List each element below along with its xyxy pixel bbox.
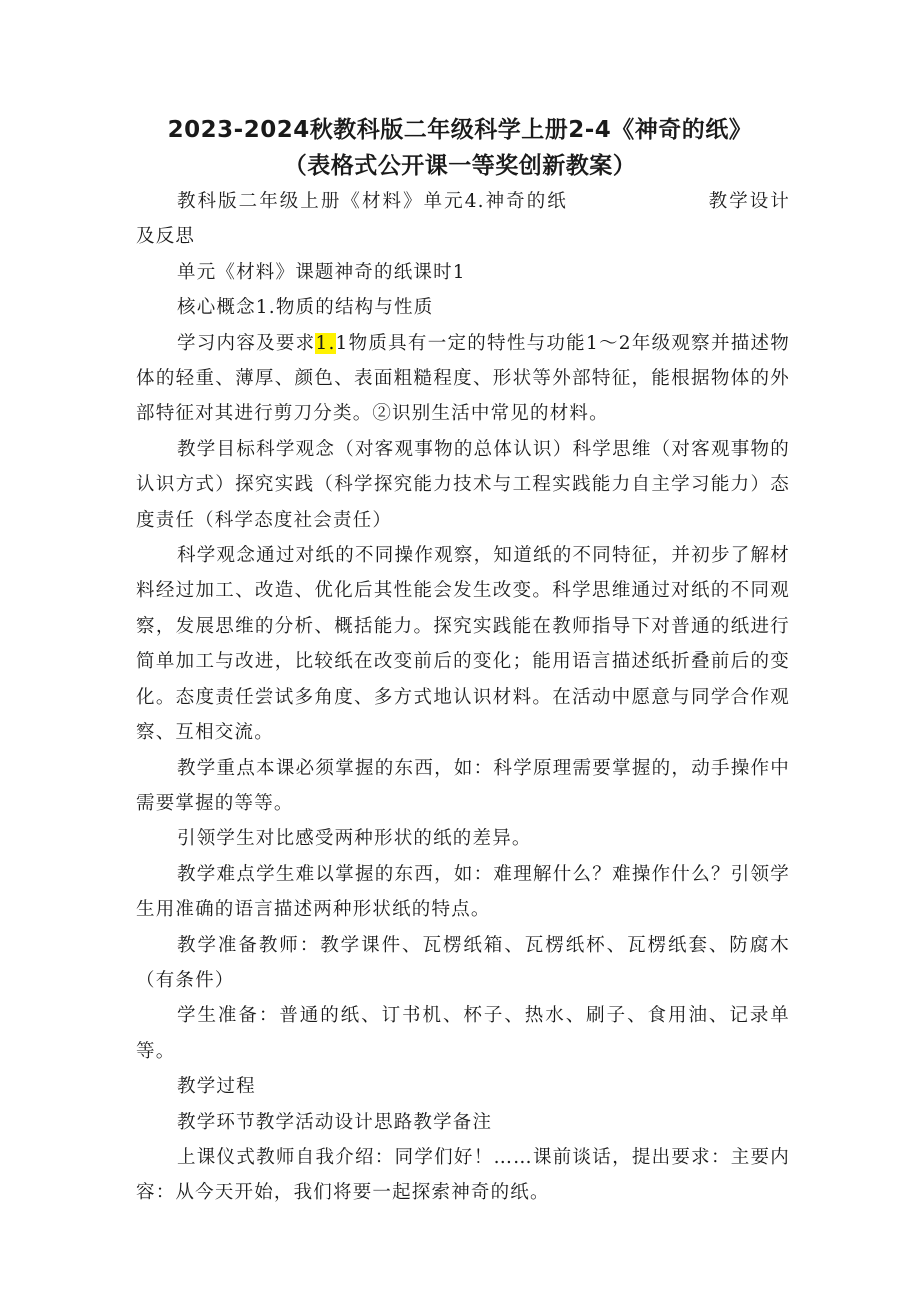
document-subtitle: （表格式公开课一等奖创新教案）: [283, 153, 637, 179]
intro-paragraph: [136, 184, 790, 255]
key-points-paragraph: 教学重点本课必须掌握的东西，如：科学原理需要掌握的，动手操作中需要掌握的等等。: [136, 757, 790, 814]
learning-label: 学习内容及要求: [177, 332, 316, 354]
document-body: [136, 184, 790, 1211]
teacher-prep-paragraph: 教学准备教师：教学课件、瓦楞纸箱、瓦楞纸杯、瓦楞纸套、防腐木（有条件）: [136, 934, 790, 991]
student-prep-paragraph: 学生准备：普通的纸、订书机、杯子、热水、刷子、食用油、记录单等。: [136, 1005, 790, 1062]
core-concept-paragraph: 核心概念1.物质的结构与性质: [177, 297, 434, 319]
learning-content: 1物质具有一定的特性与功能1～2年级观察并描述物体的轻重、薄厚、颜色、表面粗糙程度、形状等外部特征，能根据物体的外部特征对其进行剪刀分类。②识别生活中常见的材料。: [136, 332, 790, 425]
learning-paragraph: [136, 326, 790, 432]
intro-text: 教科版二年级上册《材料》单元4.神奇的纸: [177, 191, 568, 212]
goals-header-paragraph: 教学目标科学观念（对客观事物的总体认识）科学思维（对客观事物的认识方式）探究实践（科学探究能力技术与工程实践能力自主学习能力）态度责任（科学态度社会责任）: [136, 438, 790, 531]
highlighted-text: 1.: [315, 332, 336, 354]
process-title-paragraph: 教学过程: [177, 1076, 256, 1098]
unit-paragraph: 单元《材料》课题神奇的纸课时1: [177, 261, 466, 283]
table-header-paragraph: 教学环节教学活动设计思路教学备注: [177, 1111, 493, 1133]
intro-suffix: 教学设计及反思: [136, 191, 790, 248]
document-title: 2023-2024秋教科版二年级科学上册2-4《神奇的纸》: [167, 117, 753, 143]
key-points-detail-paragraph: 引领学生对比感受两种形状的纸的差异。: [177, 828, 532, 850]
difficulty-paragraph: 教学难点学生难以掌握的东西，如：难理解什么？难操作什么？引领学生用准确的语言描述两种形状纸的特点。: [136, 863, 790, 921]
goals-detail-paragraph: 科学观念通过对纸的不同操作观察，知道纸的不同特征，并初步了解材料经过加工、改造、优化后其性能会发生改变。科学思维通过对纸的不同观察，发展思维的分析、概括能力。探究实践能在教师指导下对普通的纸进行简单加工与改进，比较纸在改变前后的变化；能用语言描述纸折叠前后的变化。态度责任尝试多角度、多方式地认识材料。在活动中愿意与同学合作观察、互相交流。: [136, 545, 790, 744]
class-opening-paragraph: 上课仪式教师自我介绍：同学们好！……课前谈话，提出要求：主要内容：从今天开始，我们将要一起探索神奇的纸。: [136, 1146, 790, 1204]
